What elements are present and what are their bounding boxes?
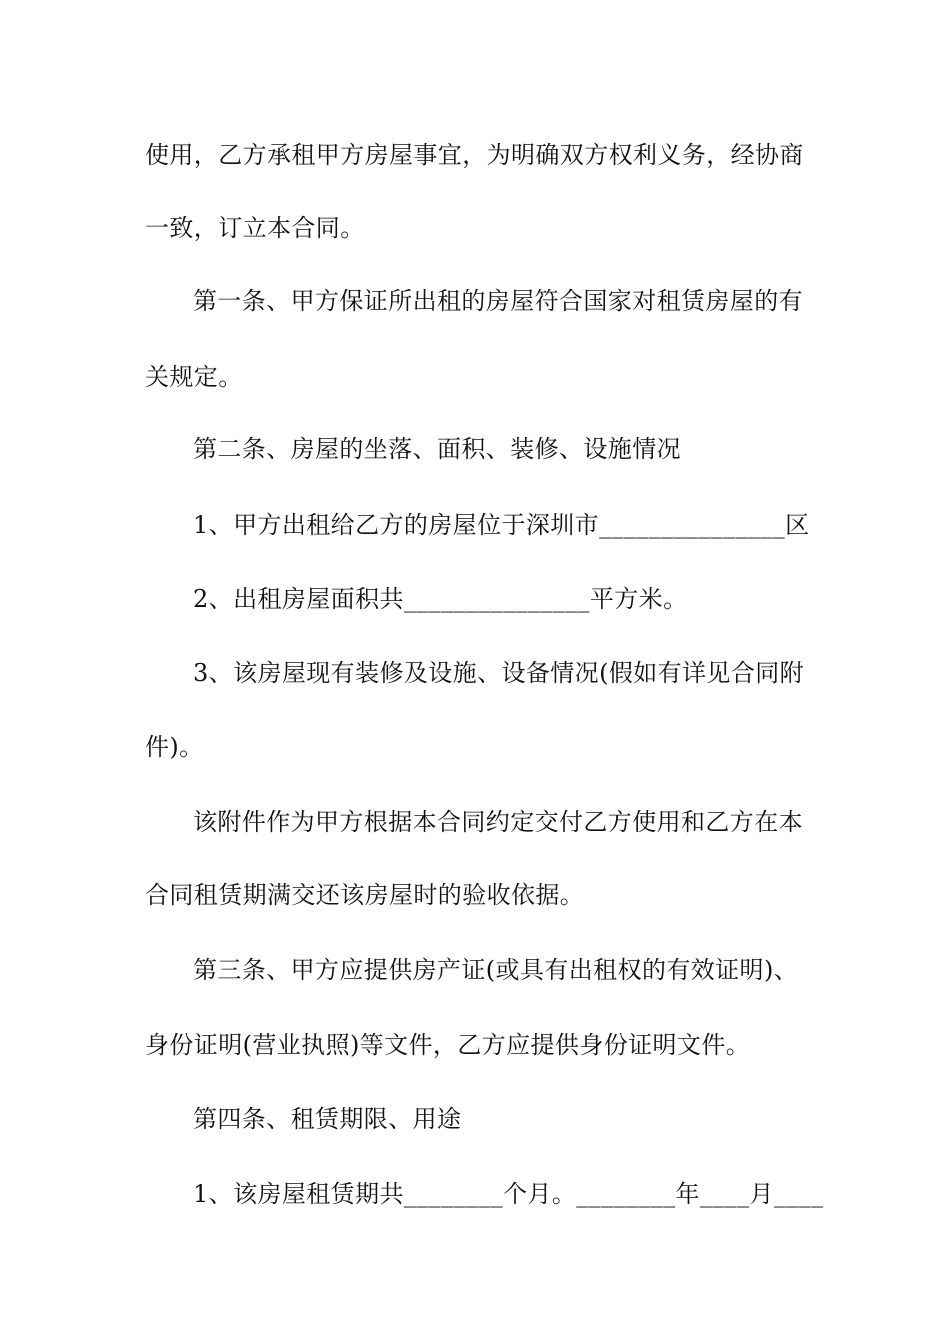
clause-1-line: 第一条、甲方保证所出租的房屋符合国家对租赁房屋的有 <box>193 287 803 315</box>
paragraph-line: 件)。 <box>145 733 204 761</box>
clause-2-item-3: 3、该房屋现有装修及设施、设备情况(假如有详见合同附 <box>193 659 805 687</box>
paragraph-line: 身份证明(营业执照)等文件，乙方应提供身份证明文件。 <box>145 1031 751 1059</box>
paragraph-line: 关规定。 <box>145 363 243 391</box>
clause-2-heading: 第二条、房屋的坐落、面积、装修、设施情况 <box>193 435 681 463</box>
clause-2-item-1: 1、甲方出租给乙方的房屋位于深圳市_______________区 <box>193 511 810 539</box>
clause-2-item-2: 2、出租房屋面积共_______________平方米。 <box>193 585 688 613</box>
clause-4-heading: 第四条、租赁期限、用途 <box>193 1105 462 1133</box>
clause-3-line: 第三条、甲方应提供房产证(或具有出租权的有效证明)、 <box>193 956 799 984</box>
paragraph-line: 合同租赁期满交还该房屋时的验收依据。 <box>145 881 585 909</box>
attachment-note-line: 该附件作为甲方根据本合同约定交付乙方使用和乙方在本 <box>193 808 803 836</box>
paragraph-line: 使用，乙方承租甲方房屋事宜，为明确双方权利义务，经协商 <box>145 141 804 169</box>
paragraph-line: 一致，订立本合同。 <box>145 214 365 242</box>
clause-4-item-1: 1、该房屋租赁期共________个月。________年____月____ <box>193 1180 824 1208</box>
